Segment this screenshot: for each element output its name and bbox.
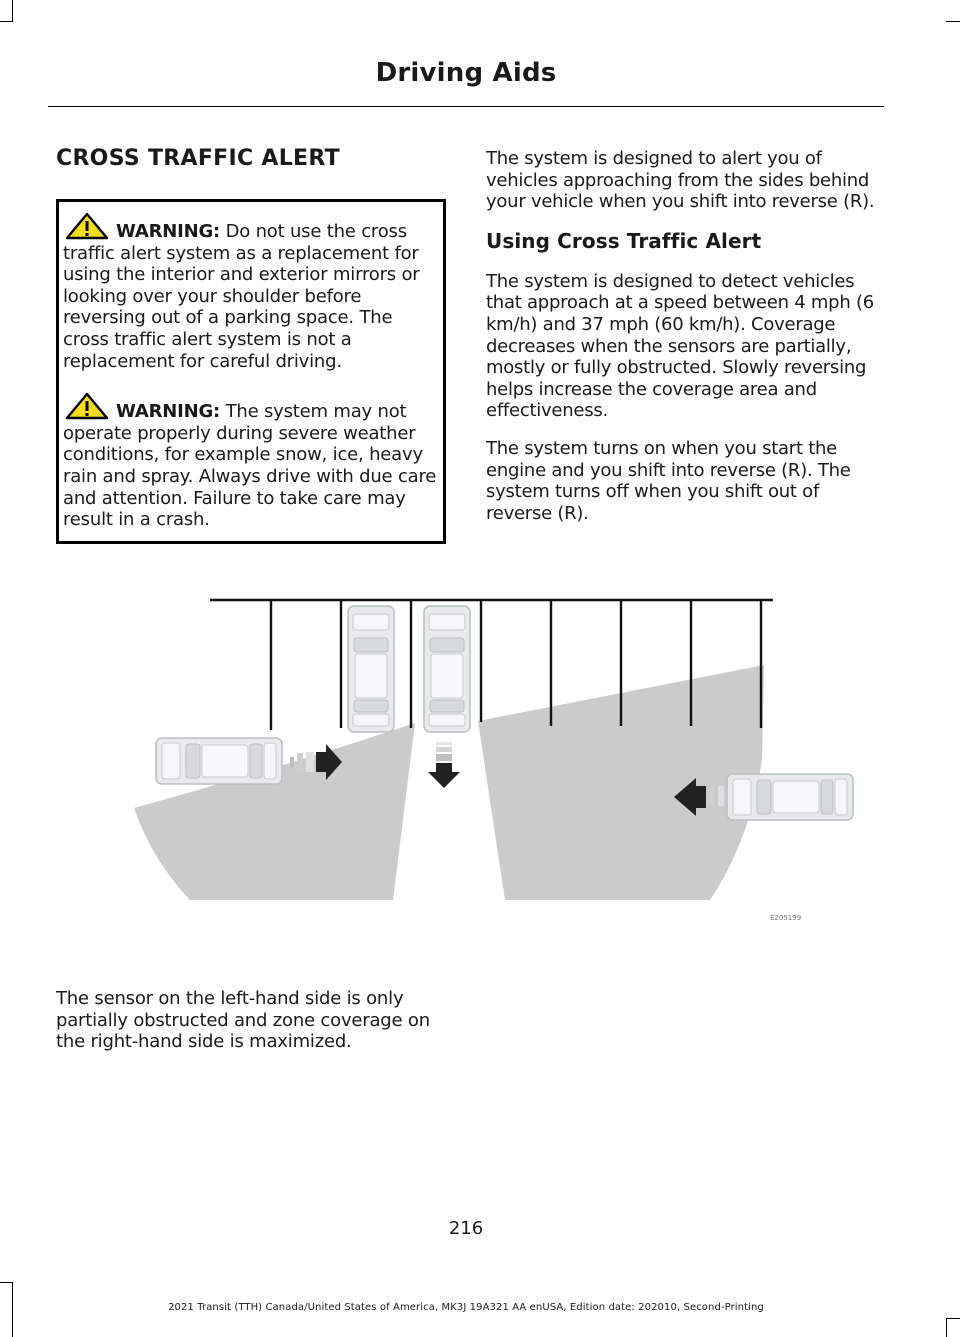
- warning-1-label: WARNING:: [116, 221, 221, 242]
- header-rule: [48, 106, 884, 107]
- arrow-down-icon: [428, 742, 460, 788]
- left-column: [56, 146, 446, 544]
- crop-mark-top-right-h: [946, 21, 960, 22]
- crop-mark-bottom-left-h: [0, 1282, 12, 1283]
- warning-2-label: WARNING:: [116, 401, 221, 423]
- figure-caption: The sensor on the left-hand side is only partially obstructed and zone coverage on the right-hand side is maximized.: [56, 988, 430, 1053]
- intro-paragraph: The system is designed to alert you of vehicles approaching from the sides behind your vehicle when you shift into reverse (R).: [486, 148, 875, 213]
- approaching-car-right: [727, 774, 853, 820]
- warning-1: [63, 212, 437, 372]
- right-column: [486, 148, 880, 540]
- warning-2-text: The system may not operate properly during severe weather conditions, for example snow, ice, heavy rain and spray. Always drive with due care and attention. Failure to take care may result in a crash.: [63, 401, 437, 531]
- detection-paragraph: The system is designed to detect vehicles that approach at a speed between 4 mph (6 km/h) and 37 mph (60 km/h). Coverage decreases when the sensors are partially, mostly or fully obstructed. Slowly reversing helps increase the coverage area and effectiveness.: [486, 270, 874, 422]
- crop-mark-top-left-h: [0, 21, 12, 22]
- section-title: CROSS TRAFFIC ALERT: [56, 146, 340, 171]
- warning-triangle-icon: [65, 212, 109, 240]
- figure-id: E205199: [770, 914, 802, 920]
- subheading-using-cross-traffic-alert: Using Cross Traffic Alert: [486, 228, 762, 253]
- reversing-vehicle: [424, 606, 470, 732]
- parked-car-left: [348, 606, 394, 732]
- approaching-car-left: [156, 738, 282, 784]
- footer-edition-info: 2021 Transit (TTH) Canada/United States of America, MK3J 19A321 AA enUSA, Edition date: 202010, Second-Printing: [168, 1302, 764, 1313]
- cross-traffic-alert-diagram: [130, 590, 860, 920]
- warning-triangle-icon: [65, 392, 109, 420]
- warning-1-text: Do not use the cross traffic alert system as a replacement for using the interior and exterior mirrors or looking over your shoulder before reversing out of a parking space. The cross traffic alert system is not a replacement for careful driving.: [63, 221, 420, 372]
- crop-mark-bottom-right-h: [946, 1318, 960, 1319]
- crop-mark-top-left-v: [12, 0, 13, 22]
- page-number: 216: [448, 1218, 484, 1239]
- activation-paragraph: The system turns on when you start the engine and you shift into reverse (R). The system turns off when you shift out of reverse (R).: [486, 437, 851, 524]
- warning-box: [56, 199, 446, 544]
- page-header-title: Driving Aids: [375, 58, 557, 88]
- warning-2: [63, 392, 437, 531]
- crop-mark-bottom-right-v: [946, 1318, 947, 1337]
